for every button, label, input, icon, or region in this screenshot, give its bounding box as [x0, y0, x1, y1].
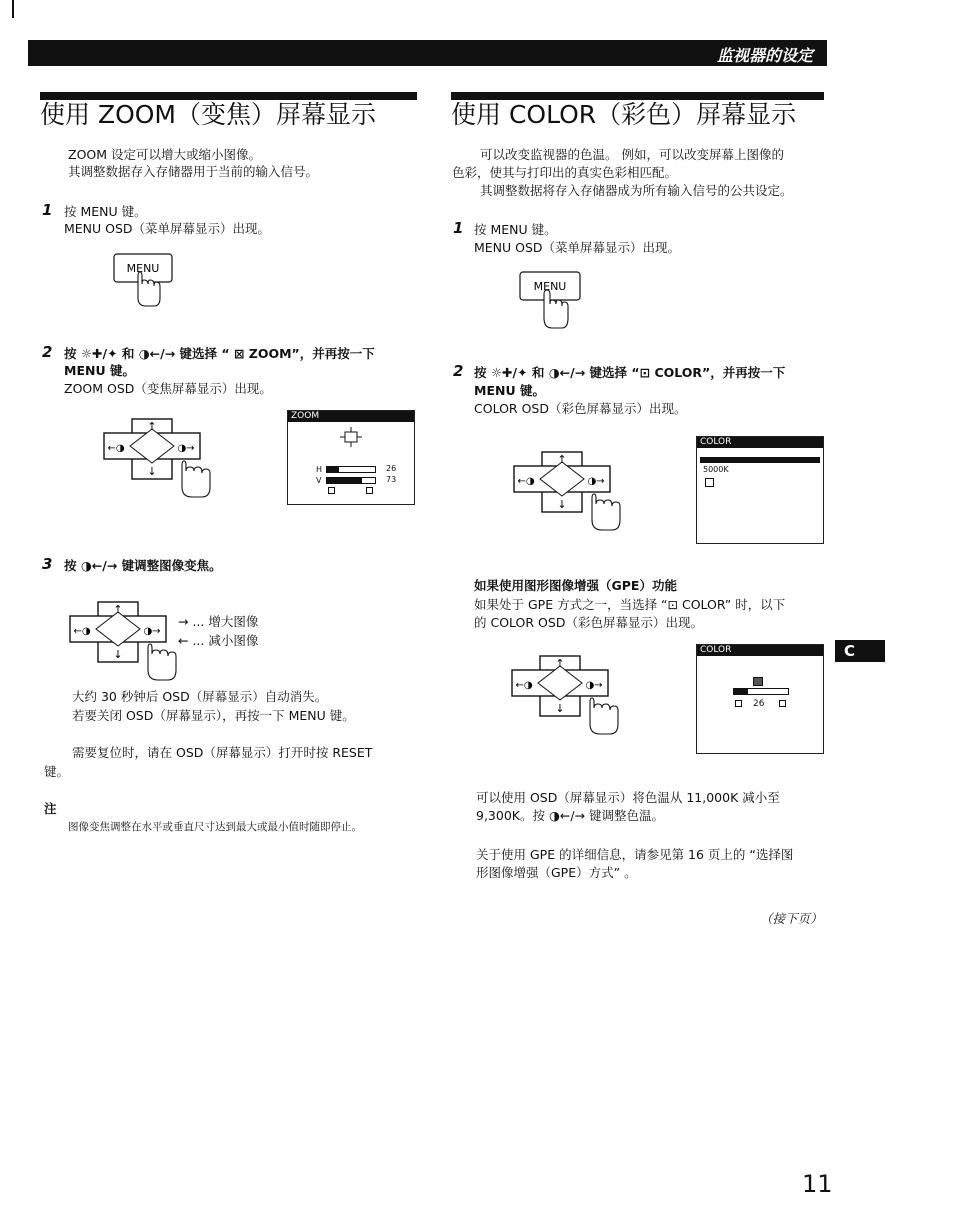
svg-text:←◑: ←◑ [73, 626, 91, 637]
zoom-h-value: 26 [386, 464, 397, 473]
zoom-h-label: H [316, 465, 323, 474]
right-step2-line2: MENU 键。 [474, 383, 545, 398]
left-step1-line2: MENU OSD（菜单屏幕显示）出现。 [64, 221, 271, 236]
svg-text:◑→: ◑→ [585, 680, 603, 691]
right-step1-line2: MENU OSD（菜单屏幕显示）出现。 [474, 240, 681, 255]
left-step1-line1: 按 MENU 键。 [64, 204, 147, 219]
right-control-pad-step2 [512, 448, 642, 538]
zoom-plus-icon [366, 487, 373, 494]
left-control-pad-step2 [102, 415, 232, 505]
right-step2-number: 2 [453, 362, 464, 380]
svg-text:◑→: ◑→ [177, 443, 195, 454]
color-osd2-value: 26 [753, 699, 765, 709]
left-step3-line1: 按 ◑←/→ 键调整图像变焦。 [64, 558, 222, 573]
gpe-text-2: 的 COLOR OSD（彩色屏幕显示）出现。 [474, 615, 703, 630]
reset-line1: 需要复位时，请在 OSD（屏幕显示）打开时按 RESET [72, 745, 373, 760]
note-text: 图像变焦调整在水平或垂直尺寸达到最大或最小值时随即停止。 [68, 821, 362, 833]
menu-button-label: MENU [533, 280, 567, 293]
zoom-osd-title: ZOOM [288, 411, 414, 422]
section-tab: C [835, 640, 885, 662]
right-step2-line1: 按 ☼✚/✦ 和 ◑←/→ 键选择 “⊡ COLOR”，并再按一下 [474, 365, 786, 380]
auto-off-line1: 大约 30 秒钟后 OSD（屏幕显示）自动消失。 [72, 689, 328, 704]
zoom-h-bar [326, 466, 376, 473]
color-osd-panel-2 [696, 644, 824, 754]
svg-text:←◑: ←◑ [515, 680, 533, 691]
gpe-ref-2: 形图像增强（GPE）方式” 。 [476, 865, 637, 880]
color-icon [705, 478, 714, 487]
gpe-title: 如果使用图形图像增强（GPE）功能 [474, 578, 677, 593]
right-control-pad-gpe [510, 652, 640, 742]
left-step2-number: 2 [42, 343, 53, 361]
temp-text-1: 可以使用 OSD（屏幕显示）将色温从 11,000K 减小至 [476, 790, 780, 805]
color-osd2-bar [733, 688, 789, 695]
svg-text:←◑: ←◑ [107, 443, 125, 454]
right-step2-line3: COLOR OSD（彩色屏幕显示）出现。 [474, 401, 687, 416]
right-intro-1: 可以改变监视器的色温。 例如，可以改变屏幕上图像的 [480, 147, 784, 162]
continued-note: （接下页） [760, 911, 823, 926]
left-step3-number: 3 [42, 555, 53, 573]
left-step2-line1: 按 ☼✚/✦ 和 ◑←/→ 键选择 “ ⊠ ZOOM”，并再按一下 [64, 346, 375, 361]
header-bar [28, 40, 827, 66]
legend-shrink: ← ... 减小图像 [178, 633, 259, 648]
right-heading: 使用 COLOR（彩色）屏幕显示 [451, 100, 797, 129]
color-plus-icon [779, 700, 786, 707]
right-intro-2: 色彩，使其与打印出的真实色彩相匹配。 [452, 165, 678, 180]
color-osd1-value: 5000K [703, 465, 729, 474]
menu-button-label: MENU [126, 262, 160, 275]
zoom-v-bar [326, 477, 376, 484]
right-intro-3: 其调整数据将存入存储器成为所有输入信号的公共设定。 [480, 183, 793, 198]
color-osd2-title: COLOR [697, 645, 823, 656]
left-intro-2: 其调整数据存入存储器用于当前的输入信号。 [68, 164, 319, 179]
auto-off-line2: 若要关闭 OSD（屏幕显示），再按一下 MENU 键。 [72, 708, 355, 723]
left-step2-line3: ZOOM OSD（变焦屏幕显示）出现。 [64, 381, 272, 396]
zoom-v-label: V [316, 476, 322, 485]
zoom-v-value: 73 [386, 475, 397, 484]
left-menu-button-illustration [108, 250, 178, 310]
svg-text:↓: ↓ [555, 702, 565, 715]
left-heading-rule [40, 92, 417, 100]
section-title: 监视器的设定 [716, 46, 813, 65]
svg-text:◑→: ◑→ [143, 626, 161, 637]
left-heading: 使用 ZOOM（变焦）屏幕显示 [40, 100, 376, 129]
color-osd1-title: COLOR [697, 437, 823, 448]
gpe-text-1: 如果处于 GPE 方式之一，当选择 “⊡ COLOR” 时，以下 [474, 597, 786, 612]
note-title: 注 [44, 801, 57, 816]
left-step2-line2: MENU 键。 [64, 363, 135, 378]
svg-text:↑: ↑ [147, 420, 157, 433]
temp-text-2: 9,300K。按 ◑←/→ 键调整色温。 [476, 808, 664, 823]
zoom-minus-icon [328, 487, 335, 494]
svg-text:↑: ↑ [557, 453, 567, 466]
right-step1-number: 1 [453, 219, 464, 237]
right-step1-line1: 按 MENU 键。 [474, 222, 557, 237]
gpe-color-icon [753, 677, 763, 686]
gpe-ref-1: 关于使用 GPE 的详细信息，请参见第 16 页上的 “选择图 [476, 847, 794, 862]
svg-text:◑→: ◑→ [587, 476, 605, 487]
color-minus-icon [735, 700, 742, 707]
left-step1-number: 1 [42, 201, 53, 219]
color-osd1-selected-row [700, 457, 820, 463]
zoom-osd-panel [287, 410, 415, 505]
svg-text:←◑: ←◑ [517, 476, 535, 487]
svg-text:↓: ↓ [557, 498, 567, 511]
zoom-icon [338, 427, 364, 449]
svg-text:↓: ↓ [147, 465, 157, 478]
reset-line2: 键。 [44, 764, 70, 779]
svg-text:↓: ↓ [113, 648, 123, 661]
legend-enlarge: → ... 增大图像 [178, 614, 259, 629]
left-intro-1: ZOOM 设定可以增大或缩小图像。 [68, 147, 261, 162]
color-osd-panel-1 [696, 436, 824, 544]
margin-mark [12, 0, 14, 18]
svg-text:↑: ↑ [113, 603, 123, 616]
svg-text:↑: ↑ [555, 657, 565, 670]
page-number: 11 [802, 1170, 833, 1198]
right-heading-rule [451, 92, 824, 100]
right-menu-button-illustration [516, 268, 586, 332]
